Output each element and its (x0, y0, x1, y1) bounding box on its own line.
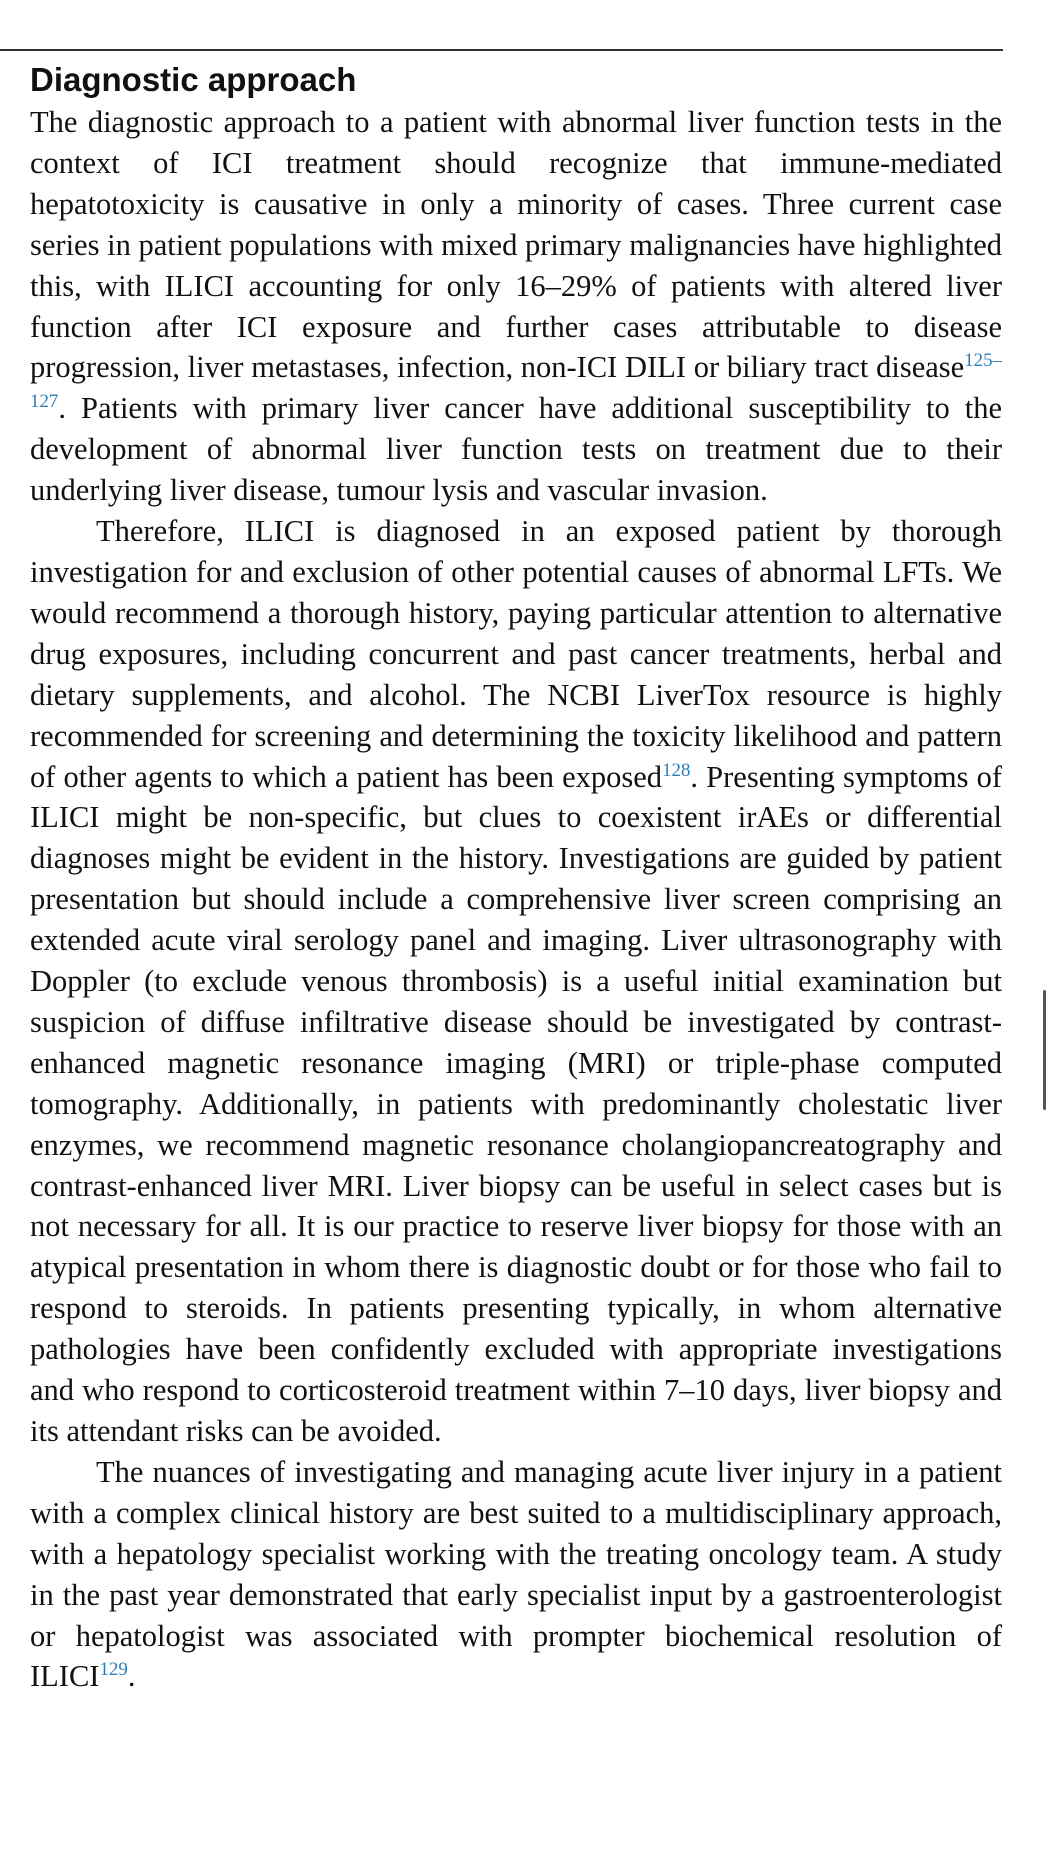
citation-link[interactable]: 125–127 (30, 350, 1002, 413)
paragraph-text: . Presenting symptoms of ILICI might be non-specific, but clues to coexistent irAEs or differential diagnoses might be evident in the history. Investigations are guided by patient presentation but should include a comprehensive liver screen comprising an extended acute viral serology panel and imaging. Liver ultrasonography with Doppler (to exclude venous thrombosis) is a useful initial examination but suspicion of diffuse infiltrative disease should be investigated by contrast-enhanced magnetic resonance imaging (MRI) or triple-phase computed tomography. Additionally, in patients with predominantly cholestatic liver enzymes, we recommend magnetic resonance cholangiopancreatography and contrast-enhanced liver MRI. Liver biopsy can be useful in select cases but is not necessary for all. It is our practice to reserve liver biopsy for those with an atypical presentation in whom there is diagnostic doubt or for those who fail to respond to steroids. In patients presenting typically, in whom alternative pathologies have been confidently excluded with appropriate investigations and who respond to corticosteroid treatment within 7–10 days, liver biopsy and its attendant risks can be avoided. (30, 759, 1002, 1448)
paragraph-text: . Patients with primary liver cancer have additional susceptibility to the development of abnormal liver function tests on treatment due to their underlying liver disease, tumour lysis and vascular invasion. (30, 391, 1002, 508)
citation-link[interactable]: 128 (662, 759, 691, 781)
paragraph-1 (30, 102, 1002, 511)
article-section (30, 58, 1002, 1697)
paragraph-text: Therefore, ILICI is diagnosed in an exposed patient by thorough investigation for and exclusion of other potential causes of abnormal LFTs. We would recommend a thorough history, paying particular attention to alternative drug exposures, including concurrent and past cancer treatments, herbal and dietary supplements, and alcohol. The NCBI LiverTox resource is highly recommended for screening and determining the toxicity likelihood and pattern of other agents to which a patient has been exposed (30, 514, 1002, 794)
paragraph-text: . (127, 1659, 136, 1694)
paragraph-3 (30, 1452, 1002, 1697)
section-heading: Diagnostic approach (30, 61, 357, 98)
paragraph-text: The diagnostic approach to a patient with abnormal liver function tests in the context of ICI treatment should recognize that immune-mediated hepatotoxicity is causative in only a minority of cases. Three current case series in patient populations with mixed primary malignancies have highlighted this, with ILICI accounting for only 16–29% of patients with altered liver function after ICI exposure and further cases attributable to disease progression, liver metastases, infection, non-ICI DILI or biliary tract disease (30, 105, 1002, 385)
paragraph-text: The nuances of investigating and managing acute liver injury in a patient with a complex clinical history are best suited to a multidisciplinary approach, with a hepatology specialist working with the treating oncology team. A study in the past year demonstrated that early specialist input by a gastroenterologist or hepatologist was associated with prompter biochemical resolution of ILICI (30, 1454, 1002, 1694)
citation-link[interactable]: 129 (99, 1659, 128, 1681)
paragraph-2 (30, 511, 1002, 1452)
top-divider (0, 49, 1003, 51)
